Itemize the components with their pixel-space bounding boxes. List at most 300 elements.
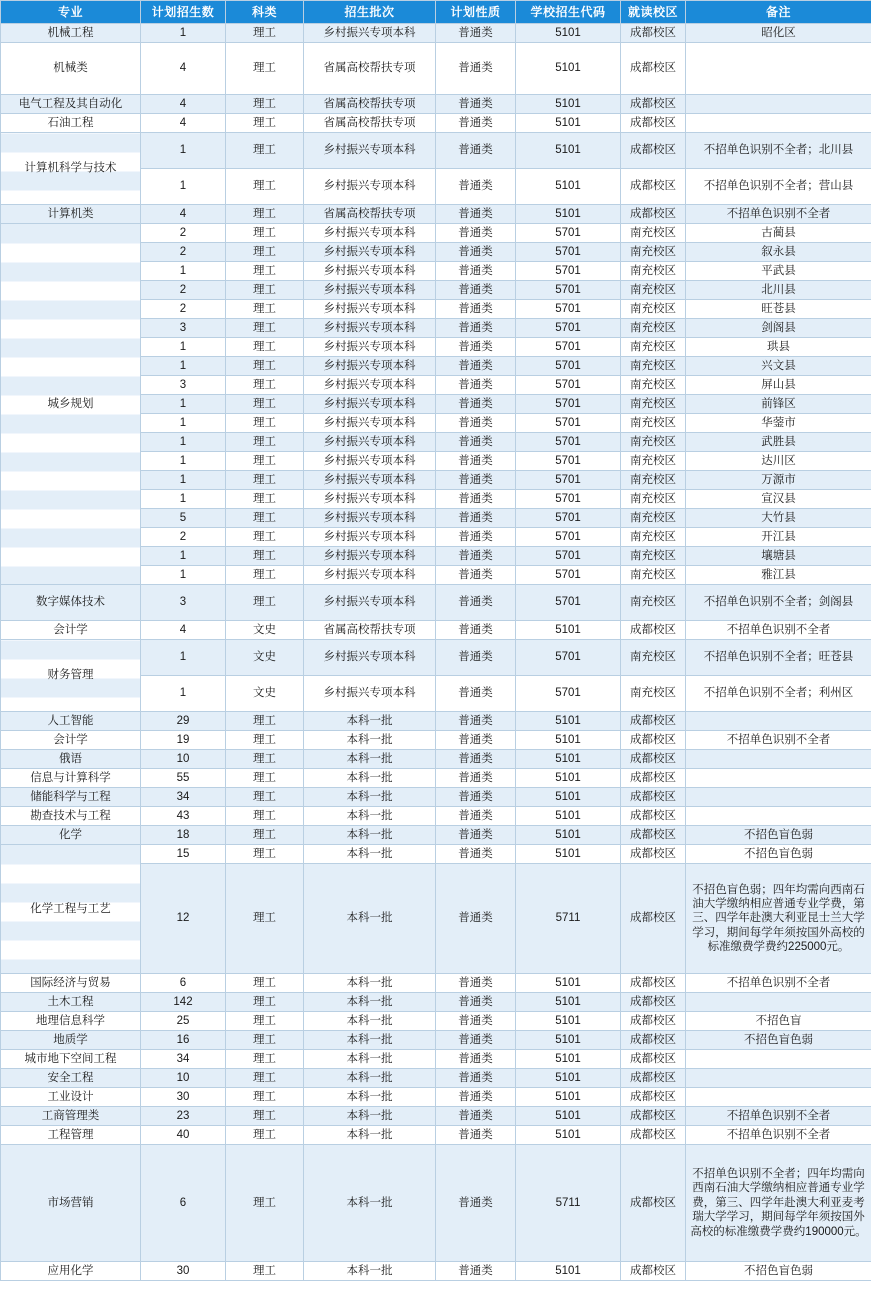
cell-plan-count: 15 xyxy=(141,845,226,864)
cell-campus: 南充校区 xyxy=(621,471,686,490)
cell-batch: 乡村振兴专项本科 xyxy=(304,357,436,376)
cell-school-code: 5101 xyxy=(516,114,621,133)
table-row xyxy=(1,1107,871,1126)
cell-plan-nature: 普通类 xyxy=(436,769,516,788)
cell-campus: 南充校区 xyxy=(621,243,686,262)
cell-category: 理工 xyxy=(226,528,304,547)
cell-campus: 南充校区 xyxy=(621,566,686,585)
cell-remark: 不招色盲色弱 xyxy=(686,845,871,864)
cell-remark: 不招单色识别不全者；剑阁县 xyxy=(686,585,871,621)
cell-remark: 不招单色识别不全者；四年均需向西南石油大学缴纳相应普通专业学费，第三、四学年赴澳大利亚麦考瑞大学学习，期间每学年须按国外高校的标准缴费学费约190000元。 xyxy=(686,1145,871,1262)
cell-plan-nature: 普通类 xyxy=(436,993,516,1012)
cell-remark: 万源市 xyxy=(686,471,871,490)
cell-batch: 省属高校帮扶专项 xyxy=(304,621,436,640)
cell-remark: 前锋区 xyxy=(686,395,871,414)
cell-major: 城乡规划 xyxy=(1,224,141,585)
cell-plan-nature: 普通类 xyxy=(436,1031,516,1050)
cell-plan-count: 4 xyxy=(141,95,226,114)
table-row xyxy=(1,750,871,769)
cell-campus: 成都校区 xyxy=(621,43,686,95)
cell-plan-count: 25 xyxy=(141,1012,226,1031)
cell-school-code: 5101 xyxy=(516,731,621,750)
cell-category: 理工 xyxy=(226,974,304,993)
cell-remark: 不招色盲色弱；四年均需向西南石油大学缴纳相应普通专业学费，第三、四学年赴澳大利亚昆士兰大学学习，期间每学年须按国外高校的标准缴费学费约225000元。 xyxy=(686,864,871,974)
cell-batch: 本科一批 xyxy=(304,1012,436,1031)
cell-category: 理工 xyxy=(226,300,304,319)
cell-remark: 不招单色识别不全者 xyxy=(686,974,871,993)
cell-plan-count: 55 xyxy=(141,769,226,788)
cell-batch: 省属高校帮扶专项 xyxy=(304,114,436,133)
cell-campus: 南充校区 xyxy=(621,319,686,338)
cell-category: 文史 xyxy=(226,621,304,640)
cell-plan-count: 1 xyxy=(141,357,226,376)
cell-remark xyxy=(686,750,871,769)
cell-school-code: 5701 xyxy=(516,585,621,621)
cell-plan-nature: 普通类 xyxy=(436,43,516,95)
cell-campus: 成都校区 xyxy=(621,1126,686,1145)
cell-plan-nature: 普通类 xyxy=(436,357,516,376)
cell-plan-count: 1 xyxy=(141,547,226,566)
cell-remark: 不招单色识别不全者 xyxy=(686,731,871,750)
cell-major: 机械类 xyxy=(1,43,141,95)
cell-plan-nature: 普通类 xyxy=(436,262,516,281)
header-category: 科类 xyxy=(226,1,304,24)
cell-remark xyxy=(686,43,871,95)
cell-plan-count: 2 xyxy=(141,281,226,300)
cell-remark: 壤塘县 xyxy=(686,547,871,566)
cell-batch: 本科一批 xyxy=(304,864,436,974)
cell-batch: 省属高校帮扶专项 xyxy=(304,205,436,224)
cell-plan-count: 1 xyxy=(141,566,226,585)
cell-campus: 南充校区 xyxy=(621,338,686,357)
cell-school-code: 5701 xyxy=(516,640,621,676)
cell-campus: 南充校区 xyxy=(621,490,686,509)
cell-batch: 本科一批 xyxy=(304,788,436,807)
table-row xyxy=(1,24,871,43)
cell-category: 理工 xyxy=(226,95,304,114)
cell-school-code: 5101 xyxy=(516,974,621,993)
cell-school-code: 5101 xyxy=(516,1012,621,1031)
cell-school-code: 5701 xyxy=(516,243,621,262)
cell-plan-nature: 普通类 xyxy=(436,205,516,224)
cell-batch: 乡村振兴专项本科 xyxy=(304,262,436,281)
cell-remark: 昭化区 xyxy=(686,24,871,43)
table-row xyxy=(1,621,871,640)
cell-school-code: 5101 xyxy=(516,826,621,845)
cell-batch: 乡村振兴专项本科 xyxy=(304,395,436,414)
cell-campus: 成都校区 xyxy=(621,133,686,169)
cell-remark: 开江县 xyxy=(686,528,871,547)
cell-plan-nature: 普通类 xyxy=(436,1145,516,1262)
cell-campus: 南充校区 xyxy=(621,281,686,300)
table-row xyxy=(1,1031,871,1050)
cell-school-code: 5101 xyxy=(516,1031,621,1050)
cell-school-code: 5701 xyxy=(516,281,621,300)
cell-plan-nature: 普通类 xyxy=(436,974,516,993)
cell-campus: 成都校区 xyxy=(621,169,686,205)
cell-plan-nature: 普通类 xyxy=(436,452,516,471)
cell-batch: 省属高校帮扶专项 xyxy=(304,95,436,114)
cell-plan-nature: 普通类 xyxy=(436,1012,516,1031)
cell-plan-count: 2 xyxy=(141,528,226,547)
cell-batch: 乡村振兴专项本科 xyxy=(304,224,436,243)
header-remark: 备注 xyxy=(686,1,871,24)
cell-school-code: 5701 xyxy=(516,338,621,357)
cell-remark: 北川县 xyxy=(686,281,871,300)
cell-batch: 省属高校帮扶专项 xyxy=(304,43,436,95)
table-row xyxy=(1,974,871,993)
cell-school-code: 5101 xyxy=(516,1050,621,1069)
cell-batch: 乡村振兴专项本科 xyxy=(304,528,436,547)
cell-major: 工程管理 xyxy=(1,1126,141,1145)
table-row xyxy=(1,133,871,169)
cell-campus: 成都校区 xyxy=(621,95,686,114)
cell-category: 理工 xyxy=(226,43,304,95)
cell-category: 理工 xyxy=(226,712,304,731)
cell-school-code: 5101 xyxy=(516,1069,621,1088)
cell-campus: 成都校区 xyxy=(621,1012,686,1031)
cell-campus: 南充校区 xyxy=(621,452,686,471)
cell-plan-nature: 普通类 xyxy=(436,864,516,974)
cell-plan-nature: 普通类 xyxy=(436,1107,516,1126)
cell-school-code: 5101 xyxy=(516,993,621,1012)
cell-campus: 成都校区 xyxy=(621,1069,686,1088)
cell-school-code: 5101 xyxy=(516,1126,621,1145)
cell-plan-nature: 普通类 xyxy=(436,319,516,338)
cell-category: 理工 xyxy=(226,395,304,414)
cell-remark: 古蔺县 xyxy=(686,224,871,243)
cell-plan-count: 30 xyxy=(141,1088,226,1107)
cell-school-code: 5711 xyxy=(516,864,621,974)
cell-category: 文史 xyxy=(226,676,304,712)
cell-batch: 本科一批 xyxy=(304,1145,436,1262)
cell-category: 理工 xyxy=(226,585,304,621)
cell-plan-count: 4 xyxy=(141,205,226,224)
cell-major: 工业设计 xyxy=(1,1088,141,1107)
table-row xyxy=(1,807,871,826)
cell-major: 石油工程 xyxy=(1,114,141,133)
cell-school-code: 5101 xyxy=(516,712,621,731)
cell-category: 文史 xyxy=(226,640,304,676)
cell-remark: 叙永县 xyxy=(686,243,871,262)
cell-plan-nature: 普通类 xyxy=(436,712,516,731)
cell-plan-nature: 普通类 xyxy=(436,95,516,114)
cell-plan-count: 10 xyxy=(141,750,226,769)
table-row xyxy=(1,1126,871,1145)
table-row xyxy=(1,1050,871,1069)
header-campus: 就读校区 xyxy=(621,1,686,24)
cell-category: 理工 xyxy=(226,1012,304,1031)
cell-plan-nature: 普通类 xyxy=(436,585,516,621)
table-header-row xyxy=(1,1,871,24)
cell-batch: 乡村振兴专项本科 xyxy=(304,281,436,300)
cell-school-code: 5101 xyxy=(516,807,621,826)
cell-major: 化学工程与工艺 xyxy=(1,845,141,974)
cell-remark: 不招单色识别不全者；利州区 xyxy=(686,676,871,712)
cell-batch: 乡村振兴专项本科 xyxy=(304,169,436,205)
cell-plan-nature: 普通类 xyxy=(436,528,516,547)
cell-plan-nature: 普通类 xyxy=(436,640,516,676)
cell-category: 理工 xyxy=(226,993,304,1012)
cell-category: 理工 xyxy=(226,1262,304,1281)
cell-school-code: 5101 xyxy=(516,788,621,807)
cell-batch: 乡村振兴专项本科 xyxy=(304,676,436,712)
cell-campus: 成都校区 xyxy=(621,1262,686,1281)
table-row xyxy=(1,993,871,1012)
cell-batch: 乡村振兴专项本科 xyxy=(304,547,436,566)
cell-remark: 武胜县 xyxy=(686,433,871,452)
cell-category: 理工 xyxy=(226,114,304,133)
cell-major: 地理信息科学 xyxy=(1,1012,141,1031)
header-plan-count: 计划招生数 xyxy=(141,1,226,24)
table-row xyxy=(1,1069,871,1088)
cell-campus: 南充校区 xyxy=(621,414,686,433)
cell-major: 储能科学与工程 xyxy=(1,788,141,807)
table-row xyxy=(1,1088,871,1107)
cell-category: 理工 xyxy=(226,281,304,300)
cell-remark xyxy=(686,1088,871,1107)
header-major: 专业 xyxy=(1,1,141,24)
cell-campus: 南充校区 xyxy=(621,224,686,243)
cell-category: 理工 xyxy=(226,357,304,376)
cell-batch: 乡村振兴专项本科 xyxy=(304,640,436,676)
cell-campus: 南充校区 xyxy=(621,640,686,676)
cell-category: 理工 xyxy=(226,1088,304,1107)
cell-campus: 成都校区 xyxy=(621,807,686,826)
cell-batch: 本科一批 xyxy=(304,712,436,731)
cell-category: 理工 xyxy=(226,845,304,864)
cell-campus: 成都校区 xyxy=(621,24,686,43)
cell-plan-count: 3 xyxy=(141,585,226,621)
cell-batch: 本科一批 xyxy=(304,750,436,769)
cell-plan-nature: 普通类 xyxy=(436,169,516,205)
cell-batch: 乡村振兴专项本科 xyxy=(304,433,436,452)
cell-batch: 乡村振兴专项本科 xyxy=(304,471,436,490)
cell-campus: 成都校区 xyxy=(621,1050,686,1069)
cell-school-code: 5101 xyxy=(516,205,621,224)
cell-plan-count: 19 xyxy=(141,731,226,750)
cell-category: 理工 xyxy=(226,1031,304,1050)
cell-category: 理工 xyxy=(226,731,304,750)
cell-major: 地质学 xyxy=(1,1031,141,1050)
table-row xyxy=(1,1012,871,1031)
cell-plan-count: 2 xyxy=(141,300,226,319)
cell-batch: 乡村振兴专项本科 xyxy=(304,490,436,509)
cell-campus: 南充校区 xyxy=(621,585,686,621)
cell-batch: 乡村振兴专项本科 xyxy=(304,338,436,357)
cell-batch: 本科一批 xyxy=(304,1262,436,1281)
cell-plan-nature: 普通类 xyxy=(436,1069,516,1088)
cell-school-code: 5711 xyxy=(516,1145,621,1262)
cell-category: 理工 xyxy=(226,1050,304,1069)
cell-plan-nature: 普通类 xyxy=(436,338,516,357)
cell-plan-nature: 普通类 xyxy=(436,414,516,433)
cell-category: 理工 xyxy=(226,376,304,395)
cell-plan-nature: 普通类 xyxy=(436,281,516,300)
cell-school-code: 5701 xyxy=(516,262,621,281)
cell-school-code: 5701 xyxy=(516,414,621,433)
cell-plan-count: 23 xyxy=(141,1107,226,1126)
cell-plan-count: 1 xyxy=(141,24,226,43)
cell-plan-nature: 普通类 xyxy=(436,566,516,585)
cell-plan-nature: 普通类 xyxy=(436,509,516,528)
cell-category: 理工 xyxy=(226,24,304,43)
cell-major: 勘查技术与工程 xyxy=(1,807,141,826)
table-row xyxy=(1,205,871,224)
cell-remark: 不招色盲色弱 xyxy=(686,826,871,845)
cell-batch: 本科一批 xyxy=(304,1069,436,1088)
cell-category: 理工 xyxy=(226,133,304,169)
cell-category: 理工 xyxy=(226,1069,304,1088)
cell-batch: 本科一批 xyxy=(304,769,436,788)
table-row xyxy=(1,788,871,807)
cell-campus: 南充校区 xyxy=(621,395,686,414)
cell-major: 计算机科学与技术 xyxy=(1,133,141,205)
cell-plan-nature: 普通类 xyxy=(436,395,516,414)
cell-plan-count: 34 xyxy=(141,1050,226,1069)
cell-remark xyxy=(686,712,871,731)
header-school-code: 学校招生代码 xyxy=(516,1,621,24)
cell-remark: 不招色盲 xyxy=(686,1012,871,1031)
cell-campus: 成都校区 xyxy=(621,114,686,133)
table-row xyxy=(1,712,871,731)
cell-remark: 不招色盲色弱 xyxy=(686,1262,871,1281)
cell-remark: 不招单色识别不全者 xyxy=(686,1107,871,1126)
cell-plan-nature: 普通类 xyxy=(436,621,516,640)
cell-school-code: 5701 xyxy=(516,224,621,243)
table-row xyxy=(1,640,871,676)
cell-major: 机械工程 xyxy=(1,24,141,43)
cell-campus: 成都校区 xyxy=(621,864,686,974)
cell-major: 数字媒体技术 xyxy=(1,585,141,621)
cell-plan-count: 1 xyxy=(141,262,226,281)
cell-plan-count: 6 xyxy=(141,1145,226,1262)
cell-category: 理工 xyxy=(226,490,304,509)
cell-plan-nature: 普通类 xyxy=(436,731,516,750)
cell-remark: 平武县 xyxy=(686,262,871,281)
cell-remark: 不招单色识别不全者 xyxy=(686,621,871,640)
table-row xyxy=(1,43,871,95)
cell-plan-count: 1 xyxy=(141,169,226,205)
cell-plan-count: 3 xyxy=(141,376,226,395)
cell-campus: 成都校区 xyxy=(621,974,686,993)
table-row xyxy=(1,224,871,243)
cell-plan-count: 1 xyxy=(141,490,226,509)
cell-major: 财务管理 xyxy=(1,640,141,712)
cell-plan-count: 2 xyxy=(141,243,226,262)
cell-category: 理工 xyxy=(226,319,304,338)
cell-remark xyxy=(686,769,871,788)
cell-batch: 本科一批 xyxy=(304,826,436,845)
table-row xyxy=(1,95,871,114)
cell-plan-count: 4 xyxy=(141,114,226,133)
cell-category: 理工 xyxy=(226,1145,304,1262)
cell-campus: 成都校区 xyxy=(621,750,686,769)
cell-category: 理工 xyxy=(226,750,304,769)
cell-campus: 南充校区 xyxy=(621,300,686,319)
cell-plan-nature: 普通类 xyxy=(436,376,516,395)
cell-remark: 不招单色识别不全者 xyxy=(686,1126,871,1145)
cell-school-code: 5101 xyxy=(516,1107,621,1126)
cell-category: 理工 xyxy=(226,566,304,585)
cell-school-code: 5101 xyxy=(516,24,621,43)
cell-remark: 大竹县 xyxy=(686,509,871,528)
cell-plan-nature: 普通类 xyxy=(436,24,516,43)
cell-school-code: 5101 xyxy=(516,43,621,95)
cell-batch: 本科一批 xyxy=(304,731,436,750)
cell-category: 理工 xyxy=(226,224,304,243)
cell-campus: 南充校区 xyxy=(621,547,686,566)
table-row xyxy=(1,731,871,750)
cell-category: 理工 xyxy=(226,414,304,433)
cell-campus: 成都校区 xyxy=(621,826,686,845)
cell-batch: 乡村振兴专项本科 xyxy=(304,243,436,262)
cell-plan-count: 5 xyxy=(141,509,226,528)
cell-remark: 达川区 xyxy=(686,452,871,471)
cell-plan-count: 2 xyxy=(141,224,226,243)
cell-remark xyxy=(686,1050,871,1069)
cell-campus: 成都校区 xyxy=(621,731,686,750)
cell-major: 工商管理类 xyxy=(1,1107,141,1126)
cell-category: 理工 xyxy=(226,433,304,452)
cell-plan-nature: 普通类 xyxy=(436,133,516,169)
cell-batch: 乡村振兴专项本科 xyxy=(304,319,436,338)
cell-plan-count: 4 xyxy=(141,43,226,95)
table-row xyxy=(1,1262,871,1281)
cell-campus: 南充校区 xyxy=(621,262,686,281)
cell-plan-count: 4 xyxy=(141,621,226,640)
cell-plan-count: 16 xyxy=(141,1031,226,1050)
cell-category: 理工 xyxy=(226,338,304,357)
cell-batch: 乡村振兴专项本科 xyxy=(304,414,436,433)
cell-batch: 乡村振兴专项本科 xyxy=(304,509,436,528)
cell-plan-count: 18 xyxy=(141,826,226,845)
cell-campus: 成都校区 xyxy=(621,993,686,1012)
table-row xyxy=(1,845,871,864)
cell-batch: 乡村振兴专项本科 xyxy=(304,452,436,471)
cell-school-code: 5101 xyxy=(516,1088,621,1107)
cell-batch: 乡村振兴专项本科 xyxy=(304,300,436,319)
cell-plan-nature: 普通类 xyxy=(436,750,516,769)
cell-major: 国际经济与贸易 xyxy=(1,974,141,993)
cell-category: 理工 xyxy=(226,1107,304,1126)
cell-plan-nature: 普通类 xyxy=(436,845,516,864)
cell-school-code: 5701 xyxy=(516,471,621,490)
cell-plan-nature: 普通类 xyxy=(436,114,516,133)
cell-batch: 本科一批 xyxy=(304,993,436,1012)
cell-plan-nature: 普通类 xyxy=(436,1088,516,1107)
cell-batch: 本科一批 xyxy=(304,1050,436,1069)
cell-remark: 不招单色识别不全者；旺苍县 xyxy=(686,640,871,676)
cell-school-code: 5101 xyxy=(516,133,621,169)
cell-category: 理工 xyxy=(226,826,304,845)
cell-school-code: 5701 xyxy=(516,319,621,338)
cell-school-code: 5701 xyxy=(516,566,621,585)
cell-remark: 兴文县 xyxy=(686,357,871,376)
table-row xyxy=(1,1145,871,1262)
cell-major: 应用化学 xyxy=(1,1262,141,1281)
cell-campus: 成都校区 xyxy=(621,1107,686,1126)
cell-school-code: 5701 xyxy=(516,357,621,376)
cell-plan-nature: 普通类 xyxy=(436,490,516,509)
cell-category: 理工 xyxy=(226,769,304,788)
cell-batch: 乡村振兴专项本科 xyxy=(304,24,436,43)
cell-plan-count: 1 xyxy=(141,676,226,712)
cell-school-code: 5101 xyxy=(516,169,621,205)
cell-plan-count: 30 xyxy=(141,1262,226,1281)
cell-plan-nature: 普通类 xyxy=(436,471,516,490)
cell-plan-nature: 普通类 xyxy=(436,788,516,807)
